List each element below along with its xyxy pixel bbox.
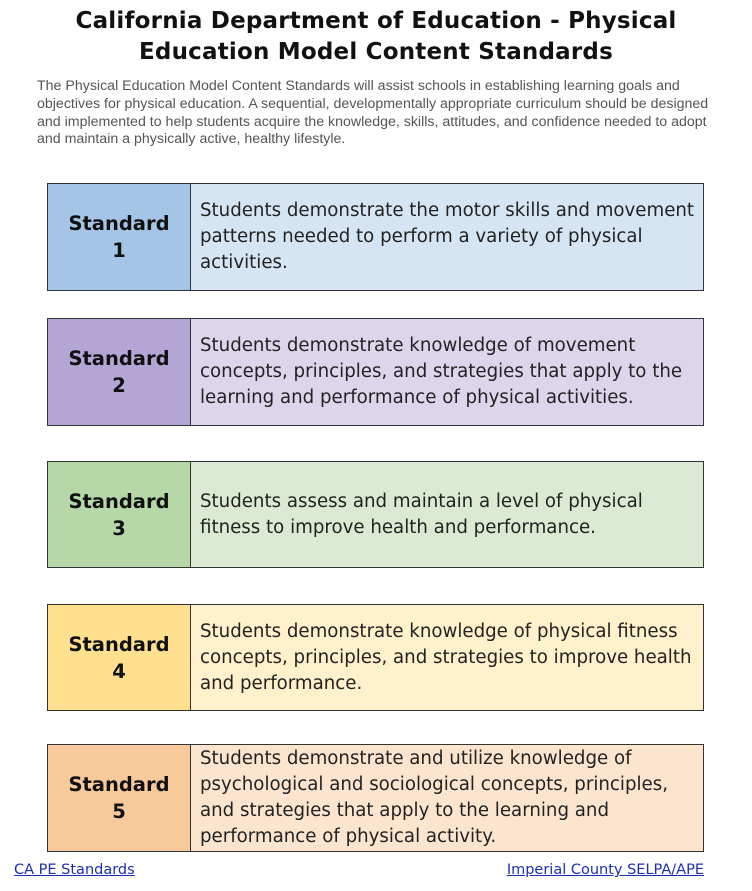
standard-1-label: Standard [68,212,170,235]
intro-paragraph: The Physical Education Model Content Standards will assist schools in establishing learning goals and objectives for physical education. A sequential, developmentally appropriate curriculum should be designed and implemented to help students acquire the knowledge, skills, attitudes, and confidence needed to adopt and maintain a physically active, healthy lifestyle. [37,78,709,148]
standard-3-label: Standard [68,489,170,513]
standard-4-label: Standard [68,632,170,656]
page-title-line-1: California Department of Education - Physical [75,8,677,34]
standard-1-label-cell [48,184,191,290]
standard-5-number: 5 [112,800,126,823]
standard-3-text-cell [191,462,703,567]
standard-2-label-cell [48,319,191,425]
page-title [0,6,752,68]
standard-1-number: 1 [112,239,126,262]
standard-1-row [47,183,704,291]
standard-4-text-cell [191,605,703,710]
standard-4-description: Students demonstrate knowledge of physical fitness concepts, principles, and strategies to improve health and performance. [200,620,692,694]
standard-2-description: Students demonstrate knowledge of movement concepts, principles, and strategies that apply to the learning and performance of physical activities. [200,335,683,408]
standard-2-label: Standard [68,347,170,370]
standard-3-row [47,461,704,568]
standard-2-row [47,318,704,426]
imperial-county-selpa-ape-link[interactable]: Imperial County SELPA/APE [506,862,704,878]
standard-4-label-cell [48,605,191,710]
standard-5-description: Students demonstrate and utilize knowledge of psychological and sociological concepts, principles, and strategies that apply to the learning and performance of physical activity. [200,748,668,847]
ca-pe-standards-link[interactable]: CA PE Standards [14,862,135,878]
standard-2-text-cell [191,319,703,425]
standard-1-text-cell [191,184,703,290]
standard-5-text-cell [191,745,703,851]
standard-4-number: 4 [112,659,126,683]
standard-3-label-cell [48,462,191,567]
standard-2-number: 2 [112,374,126,397]
standard-4-row [47,604,704,711]
standard-5-label: Standard [68,773,170,796]
page-title-line-2: Education Model Content Standards [139,39,613,65]
standard-3-number: 3 [112,516,126,540]
standard-5-label-cell [48,745,191,851]
standard-5-row [47,744,704,852]
standard-1-description: Students demonstrate the motor skills and movement patterns needed to perform a variety of physical activities. [200,200,695,273]
standard-3-description: Students assess and maintain a level of physical fitness to improve health and performance. [200,490,643,538]
